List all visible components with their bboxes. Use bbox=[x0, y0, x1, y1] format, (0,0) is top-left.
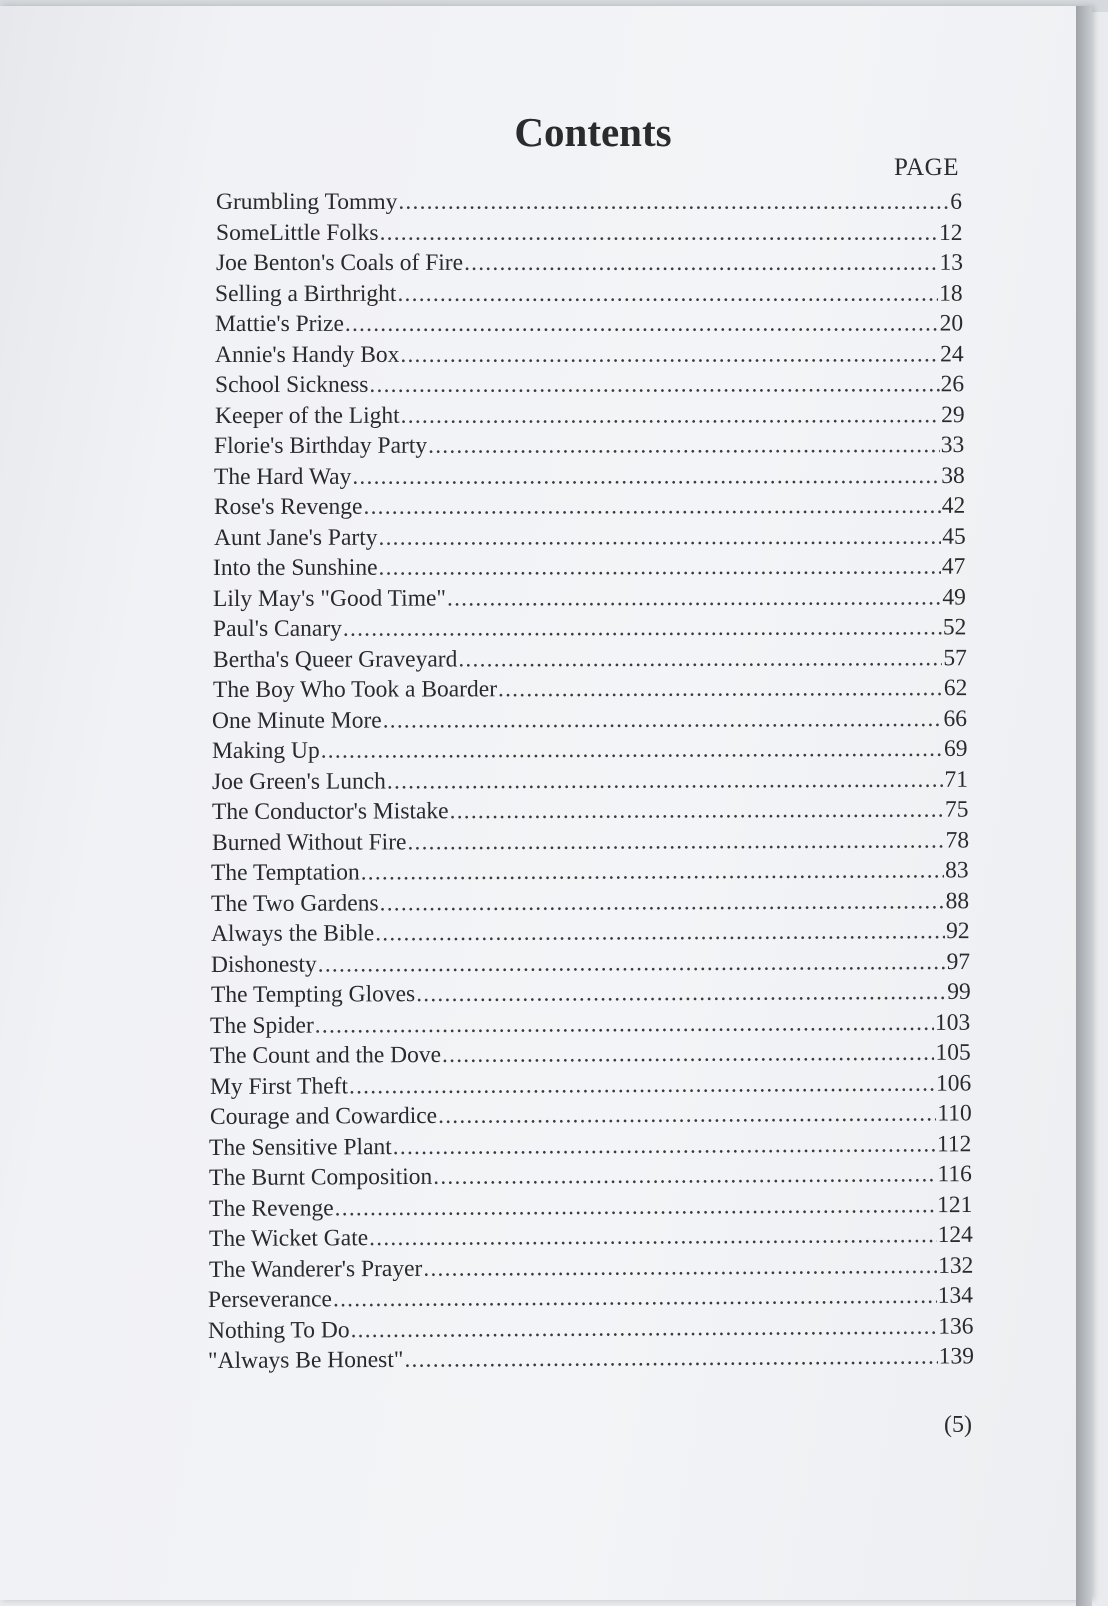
toc-dot-leader bbox=[363, 492, 940, 521]
toc-entry-page-number: 78 bbox=[945, 826, 969, 854]
toc-entry-title: One Minute More bbox=[212, 707, 383, 734]
toc-entry-page-number: 24 bbox=[940, 340, 964, 367]
toc-entry-page-number: 38 bbox=[941, 462, 965, 489]
toc-entry-title: The Sensitive Plant bbox=[209, 1133, 393, 1161]
toc-entry-page-number: 134 bbox=[938, 1282, 974, 1309]
toc-entry-title: School Sickness bbox=[214, 371, 369, 398]
toc-entry bbox=[216, 218, 963, 246]
toc-entry-page-number: 136 bbox=[938, 1312, 974, 1340]
toc-dot-leader bbox=[361, 856, 944, 886]
toc-entry-page-number: 75 bbox=[944, 796, 969, 823]
toc-entry-title: Mattie's Prize bbox=[215, 310, 345, 337]
toc-dot-leader bbox=[464, 249, 938, 277]
toc-entry-page-number: 13 bbox=[939, 249, 963, 276]
toc-entry-page-number: 62 bbox=[943, 675, 968, 702]
toc-entry-page-number: 12 bbox=[938, 219, 963, 246]
toc-entry-title: The Tempting Gloves bbox=[210, 981, 415, 1008]
toc-entry-page-number: 116 bbox=[937, 1161, 973, 1188]
toc-entry bbox=[214, 461, 965, 490]
toc-entry-title: SomeLittle Folks bbox=[215, 219, 379, 246]
toc-entry-title: The Revenge bbox=[208, 1194, 334, 1222]
toc-entry bbox=[216, 249, 963, 277]
toc-entry bbox=[208, 1312, 974, 1345]
toc-entry-title: Bertha's Queer Graveyard bbox=[212, 645, 458, 673]
toc-entry bbox=[213, 583, 966, 613]
toc-entry bbox=[210, 1039, 971, 1070]
toc-entry-title: Making Up bbox=[212, 737, 320, 764]
toc-dot-leader bbox=[351, 1312, 938, 1343]
toc-dot-leader bbox=[321, 735, 943, 765]
toc-entry bbox=[210, 978, 970, 1009]
toc-entry-page-number: 71 bbox=[944, 766, 969, 793]
toc-entry-page-number: 18 bbox=[939, 280, 963, 307]
toc-entry bbox=[209, 1160, 972, 1192]
toc-entry bbox=[210, 1099, 972, 1131]
toc-entry-title: Selling a Birthright bbox=[215, 280, 397, 307]
toc-entry-title: Nothing To Do bbox=[208, 1316, 350, 1344]
toc-dot-leader bbox=[416, 978, 946, 1008]
toc-entry-page-number: 26 bbox=[940, 371, 964, 398]
toc-entry bbox=[212, 704, 967, 734]
toc-dot-leader bbox=[393, 1130, 936, 1161]
toc-entry-page-number: 49 bbox=[942, 583, 967, 610]
toc-entry-title: Courage and Cowardice bbox=[209, 1102, 437, 1130]
toc-entry-page-number: 103 bbox=[935, 1009, 971, 1036]
toc-entry bbox=[216, 188, 962, 216]
page-column-heading: PAGE bbox=[894, 154, 959, 181]
toc-dot-leader bbox=[458, 644, 942, 673]
toc-dot-leader bbox=[383, 705, 943, 735]
toc-dot-leader bbox=[379, 218, 937, 246]
toc-entry bbox=[211, 856, 969, 887]
toc-entry-page-number: 47 bbox=[942, 553, 966, 580]
toc-dot-leader bbox=[433, 1160, 936, 1191]
toc-entry-page-number: 110 bbox=[936, 1100, 972, 1127]
toc-dot-leader bbox=[400, 401, 940, 430]
toc-entry-title: Keeper of the Light bbox=[214, 402, 400, 429]
toc-entry-title: Rose's Revenge bbox=[213, 493, 363, 520]
toc-entry-page-number: 132 bbox=[937, 1252, 974, 1279]
toc-entry-page-number: 106 bbox=[935, 1069, 972, 1097]
toc-entry-title: Lily May's "Good Time" bbox=[213, 585, 447, 612]
toc-entry-title: The Count and the Dove bbox=[210, 1041, 442, 1069]
toc-entry bbox=[215, 279, 963, 307]
toc-dot-leader bbox=[423, 1251, 937, 1282]
toc-entry bbox=[212, 735, 968, 765]
toc-entry-title: "Always Be Honest" bbox=[207, 1346, 404, 1374]
toc-entry bbox=[208, 1342, 974, 1375]
toc-entry-page-number: 112 bbox=[937, 1130, 972, 1157]
toc-entry-title: Florie's Birthday Party bbox=[214, 432, 428, 459]
toc-dot-leader bbox=[375, 917, 945, 947]
toc-entry-title: The Hard Way bbox=[214, 463, 352, 490]
toc-entry bbox=[214, 401, 964, 430]
toc-dot-leader bbox=[428, 431, 940, 460]
toc-dot-leader bbox=[438, 1099, 936, 1129]
toc-entry-title: Burned Without Fire bbox=[211, 828, 407, 856]
toc-dot-leader bbox=[387, 765, 944, 795]
toc-entry-page-number: 66 bbox=[943, 705, 968, 732]
toc-entry-title: Perseverance bbox=[208, 1286, 333, 1313]
toc-entry-page-number: 83 bbox=[945, 857, 969, 884]
toc-entry-page-number: 139 bbox=[938, 1343, 975, 1370]
toc-dot-leader bbox=[315, 1008, 934, 1039]
toc-dot-leader bbox=[369, 370, 939, 399]
toc-entry-title: Paul's Canary bbox=[213, 615, 342, 642]
toc-entry bbox=[212, 796, 969, 826]
toc-dot-leader bbox=[442, 1039, 935, 1069]
toc-dot-leader bbox=[335, 1191, 937, 1222]
toc-entry bbox=[214, 492, 965, 521]
toc-entry-page-number: 97 bbox=[946, 948, 970, 975]
toc-entry bbox=[209, 1130, 971, 1162]
toc-entry-title: Dishonesty bbox=[210, 951, 317, 978]
toc-entry bbox=[212, 826, 969, 857]
toc-entry bbox=[215, 370, 964, 399]
page-title: Contents bbox=[514, 109, 672, 155]
toc-dot-leader bbox=[379, 553, 941, 582]
toc-entry-page-number: 69 bbox=[944, 735, 968, 762]
toc-entry bbox=[214, 522, 966, 551]
toc-entry-page-number: 45 bbox=[941, 523, 966, 550]
toc-entry-title: The Boy Who Took a Boarder bbox=[212, 676, 497, 703]
toc-entry-title: The Wicket Gate bbox=[208, 1225, 369, 1252]
toc-dot-leader bbox=[447, 583, 941, 612]
toc-dot-leader bbox=[343, 613, 942, 642]
toc-dot-leader bbox=[404, 1343, 937, 1374]
toc-dot-leader bbox=[352, 461, 940, 490]
toc-entry-page-number: 20 bbox=[939, 310, 964, 337]
toc-dot-leader bbox=[400, 340, 939, 368]
toc-entry bbox=[215, 340, 964, 369]
toc-entry bbox=[209, 1251, 974, 1283]
toc-entry bbox=[211, 887, 969, 918]
toc-entry-page-number: 42 bbox=[941, 492, 966, 519]
toc-entry bbox=[211, 917, 970, 948]
toc-entry-page-number: 88 bbox=[945, 887, 970, 914]
toc-dot-leader bbox=[345, 310, 939, 338]
toc-entry bbox=[209, 1190, 972, 1222]
toc-dot-leader bbox=[380, 887, 945, 917]
toc-entry bbox=[214, 431, 964, 460]
toc-entry bbox=[212, 765, 968, 795]
toc-dot-leader bbox=[378, 522, 941, 551]
toc-entry bbox=[213, 674, 967, 704]
toc-entry-title: The Conductor's Mistake bbox=[211, 798, 449, 825]
toc-entry bbox=[211, 947, 970, 978]
toc-dot-leader bbox=[398, 188, 949, 216]
toc-dot-leader bbox=[349, 1069, 935, 1100]
toc-entry-title: The Temptation bbox=[211, 859, 361, 886]
toc-entry-title: Joe Green's Lunch bbox=[211, 767, 386, 795]
toc-entry-page-number: 57 bbox=[943, 644, 967, 671]
toc-entry-page-number: 99 bbox=[946, 978, 971, 1005]
toc-entry-title: Annie's Handy Box bbox=[214, 341, 400, 368]
toc-entry-title: The Burnt Composition bbox=[209, 1163, 433, 1191]
toc-entry-page-number: 6 bbox=[950, 189, 962, 215]
toc-entry bbox=[209, 1221, 973, 1253]
toc-entry bbox=[213, 644, 967, 674]
page-number: (5) bbox=[944, 1412, 972, 1438]
toc-entry-title: The Two Gardens bbox=[211, 889, 379, 917]
toc-dot-leader bbox=[498, 674, 943, 703]
toc-dot-leader bbox=[449, 796, 944, 826]
toc-entry bbox=[210, 1008, 970, 1039]
toc-entry-page-number: 92 bbox=[946, 918, 970, 945]
toc-entry bbox=[213, 613, 966, 643]
toc-entry-title: Aunt Jane's Party bbox=[213, 524, 378, 551]
toc-dot-leader bbox=[317, 948, 945, 979]
toc-dot-leader bbox=[407, 826, 944, 856]
toc-entry-page-number: 33 bbox=[940, 432, 965, 459]
toc-entry-page-number: 52 bbox=[942, 614, 967, 641]
toc-dot-leader bbox=[333, 1282, 937, 1313]
toc-entry-title: The Wanderer's Prayer bbox=[208, 1255, 423, 1283]
toc-entry-title: The Spider bbox=[210, 1012, 315, 1039]
toc-entry-title: Always the Bible bbox=[210, 920, 375, 947]
toc-dot-leader bbox=[369, 1221, 937, 1252]
toc-dot-leader bbox=[398, 279, 939, 307]
toc-entry bbox=[213, 553, 965, 582]
toc-entry-title: Grumbling Tommy bbox=[216, 189, 398, 215]
toc-entry-title: My First Theft bbox=[209, 1072, 348, 1100]
toc-entry-title: Into the Sunshine bbox=[213, 554, 378, 581]
toc-entry-page-number: 124 bbox=[937, 1221, 973, 1249]
toc-entry-page-number: 29 bbox=[940, 401, 965, 428]
toc-entry bbox=[215, 310, 963, 338]
toc-entry bbox=[210, 1069, 971, 1101]
toc-entry bbox=[208, 1282, 973, 1314]
toc-entry-page-number: 105 bbox=[935, 1039, 971, 1066]
toc-entry-page-number: 121 bbox=[937, 1191, 973, 1218]
toc-entry-title: Joe Benton's Coals of Fire bbox=[215, 249, 463, 276]
